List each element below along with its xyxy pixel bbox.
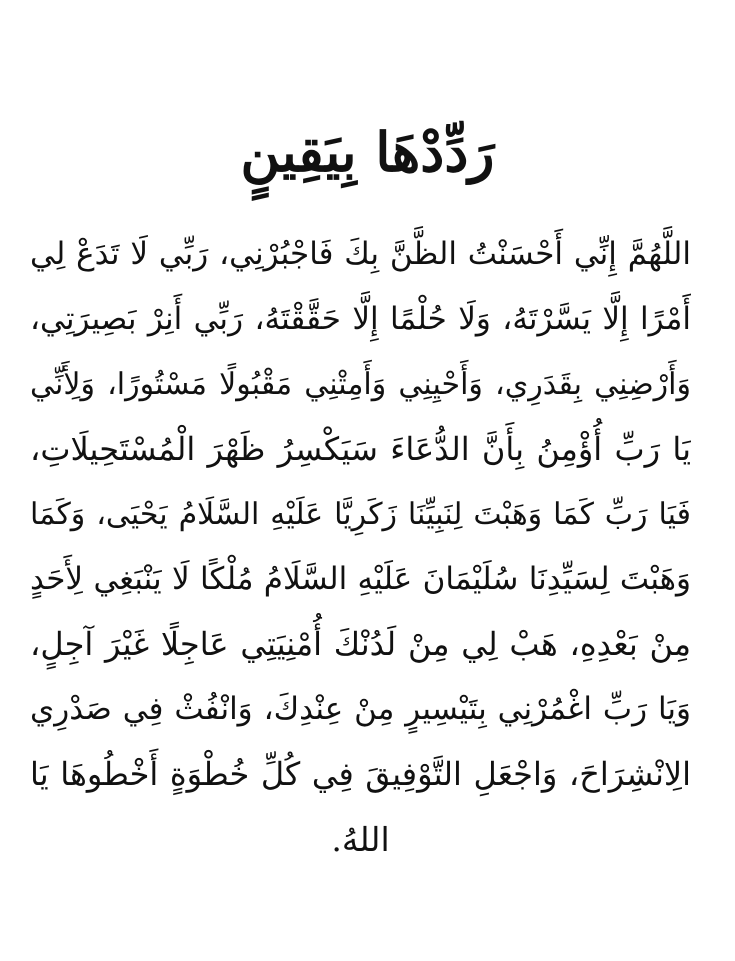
- text-line: وَأَرْضِنِي بِقَدَرِي، وَأَحْيِنِي وَأَمِتْنِي مَقْبُولًا مَسْتُورًا، وَلِأَنِّي: [30, 367, 691, 402]
- text-line: فَيَا رَبِّ كَمَا وَهَبْتَ لِنَبِيِّنَا زَكَرِيَّا عَلَيْهِ السَّلَامُ يَحْيَى، وَكَمَا: [30, 497, 691, 532]
- text-line: يَا رَبِّ أُؤْمِنُ بِأَنَّ الدُّعَاءَ سَيَكْسِرُ ظَهْرَ الْمُسْتَحِيلَاتِ،: [30, 430, 691, 468]
- prayer-text: [30, 222, 691, 872]
- text-line: وَيَا رَبِّ اغْمُرْنِي بِتَيْسِيرٍ مِنْ عِنْدِكَ، وَانْفُثْ فِي صَدْرِي: [30, 691, 691, 727]
- text-line: الِانْشِرَاحَ، وَاجْعَلِ التَّوْفِيقَ فِي كُلِّ خُطْوَةٍ أَخْطُوهَا يَا: [30, 755, 691, 793]
- page-title: رَدِّدْهَا بِيَقِينٍ: [240, 120, 495, 184]
- text-line: اللهُ.: [331, 820, 390, 859]
- text-line: مِنْ بَعْدِهِ، هَبْ لِي مِنْ لَدُنْكَ أُمْنِيَتِي عَاجِلًا غَيْرَ آجِلٍ،: [30, 625, 691, 663]
- text-line: أَمْرًا إِلَّا يَسَّرْتَهُ، وَلَا حُلْمًا إِلَّا حَقَّقْتَهُ، رَبِّي أَنِرْ بَصِيرَتِي،: [30, 301, 691, 337]
- text-line: اللَّهُمَّ إِنِّي أَحْسَنْتُ الظَّنَّ بِكَ فَاجْبُرْنِي، رَبِّي لَا تَدَعْ لِي: [30, 236, 691, 272]
- text-line: وَهَبْتَ لِسَيِّدِنَا سُلَيْمَانَ عَلَيْهِ السَّلَامُ مُلْكًا لَا يَنْبَغِي لِأَحَدٍ: [30, 561, 691, 597]
